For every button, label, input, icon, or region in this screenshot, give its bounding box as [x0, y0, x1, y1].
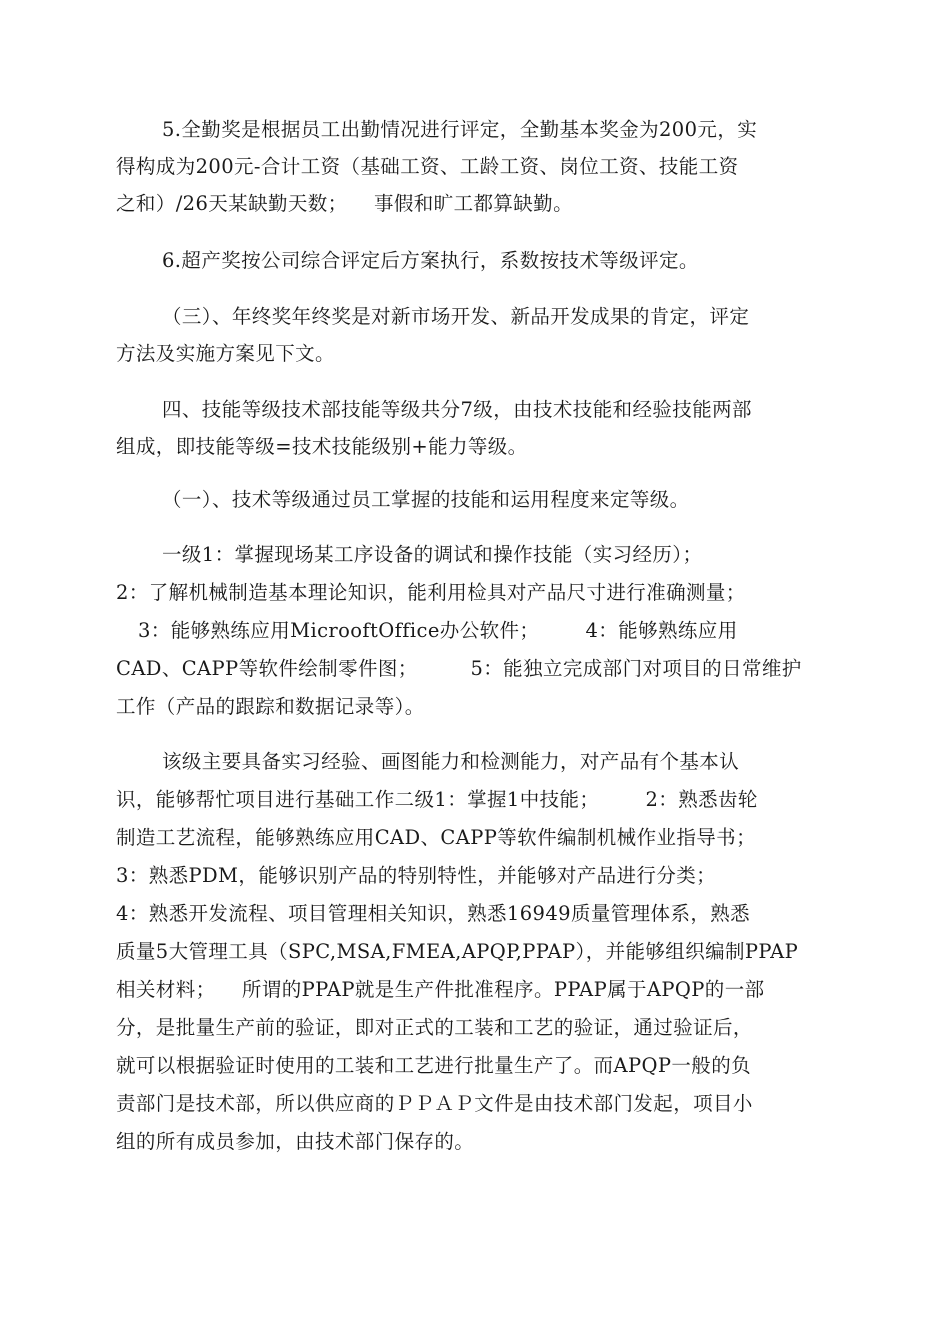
text-line: 分，是批量生产前的验证，即对正式的工装和工艺的验证，通过验证后，: [116, 1016, 753, 1039]
text-line: 一级1：掌握现场某工序设备的调试和操作技能（实习经历）；: [162, 543, 703, 566]
text-line: 质量5大管理工具（SPC,MSA,FMEA,APQP,PPAP），并能够组织编制PPAP: [116, 940, 799, 963]
text-line: 5.全勤奖是根据员工出勤情况进行评定，全勤基本奖金为200元，实: [162, 118, 758, 141]
text-line: 四、技能等级技术部技能等级共分7级，由技术技能和经验技能两部: [162, 398, 752, 421]
text-line: 责部门是技术部，所以供应商的ＰＰＡＰ文件是由技术部门发起，项目小: [116, 1092, 753, 1115]
text-line: 6.超产奖按公司综合评定后方案执行，系数按技术等级评定。: [162, 249, 699, 272]
text-line: 之和）/26天某缺勤天数； 事假和旷工都算缺勤。: [116, 192, 573, 215]
text-line: 制造工艺流程，能够熟练应用CAD、CAPP等软件编制机械作业指导书；: [116, 826, 756, 849]
text-line: 就可以根据验证时使用的工装和工艺进行批量生产了。而APQP一般的负: [116, 1054, 752, 1077]
text-line: 组的所有成员参加，由技术部门保存的。: [116, 1130, 475, 1153]
text-line: 方法及实施方案见下文。: [116, 342, 335, 365]
text-line: 识，能够帮忙项目进行基础工作二级1：掌握1中技能； 2：熟悉齿轮: [116, 788, 758, 811]
text-line: 得构成为200元-合计工资（基础工资、工龄工资、岗位工资、技能工资: [116, 155, 739, 178]
text-line: 该级主要具备实习经验、画图能力和检测能力，对产品有个基本认: [162, 750, 740, 773]
text-line: 工作（产品的跟踪和数据记录等）。: [116, 695, 425, 718]
text-line: 3：能够熟练应用MicrooftOffice办公软件； 4：能够熟练应用: [138, 619, 738, 642]
text-line: 3：熟悉PDM，能够识别产品的特别特性，并能够对产品进行分类；: [116, 864, 717, 887]
text-line: （一）、技术等级通过员工掌握的技能和运用程度来定等级。: [162, 488, 690, 511]
text-line: 相关材料； 所谓的PPAP就是生产件批准程序。PPAP属于APQP的一部: [116, 978, 765, 1001]
text-line: 4：熟悉开发流程、项目管理相关知识，熟悉16949质量管理体系，熟悉: [116, 902, 751, 925]
text-line: CAD、CAPP等软件绘制零件图； 5：能独立完成部门对项目的日常维护: [116, 657, 802, 680]
text-line: （三）、年终奖年终奖是对新市场开发、新品开发成果的肯定，评定: [162, 305, 750, 328]
text-line: 2：了解机械制造基本理论知识，能利用检具对产品尺寸进行准确测量；: [116, 581, 746, 604]
text-line: 组成，即技能等级=技术技能级别+能力等级。: [116, 435, 528, 458]
